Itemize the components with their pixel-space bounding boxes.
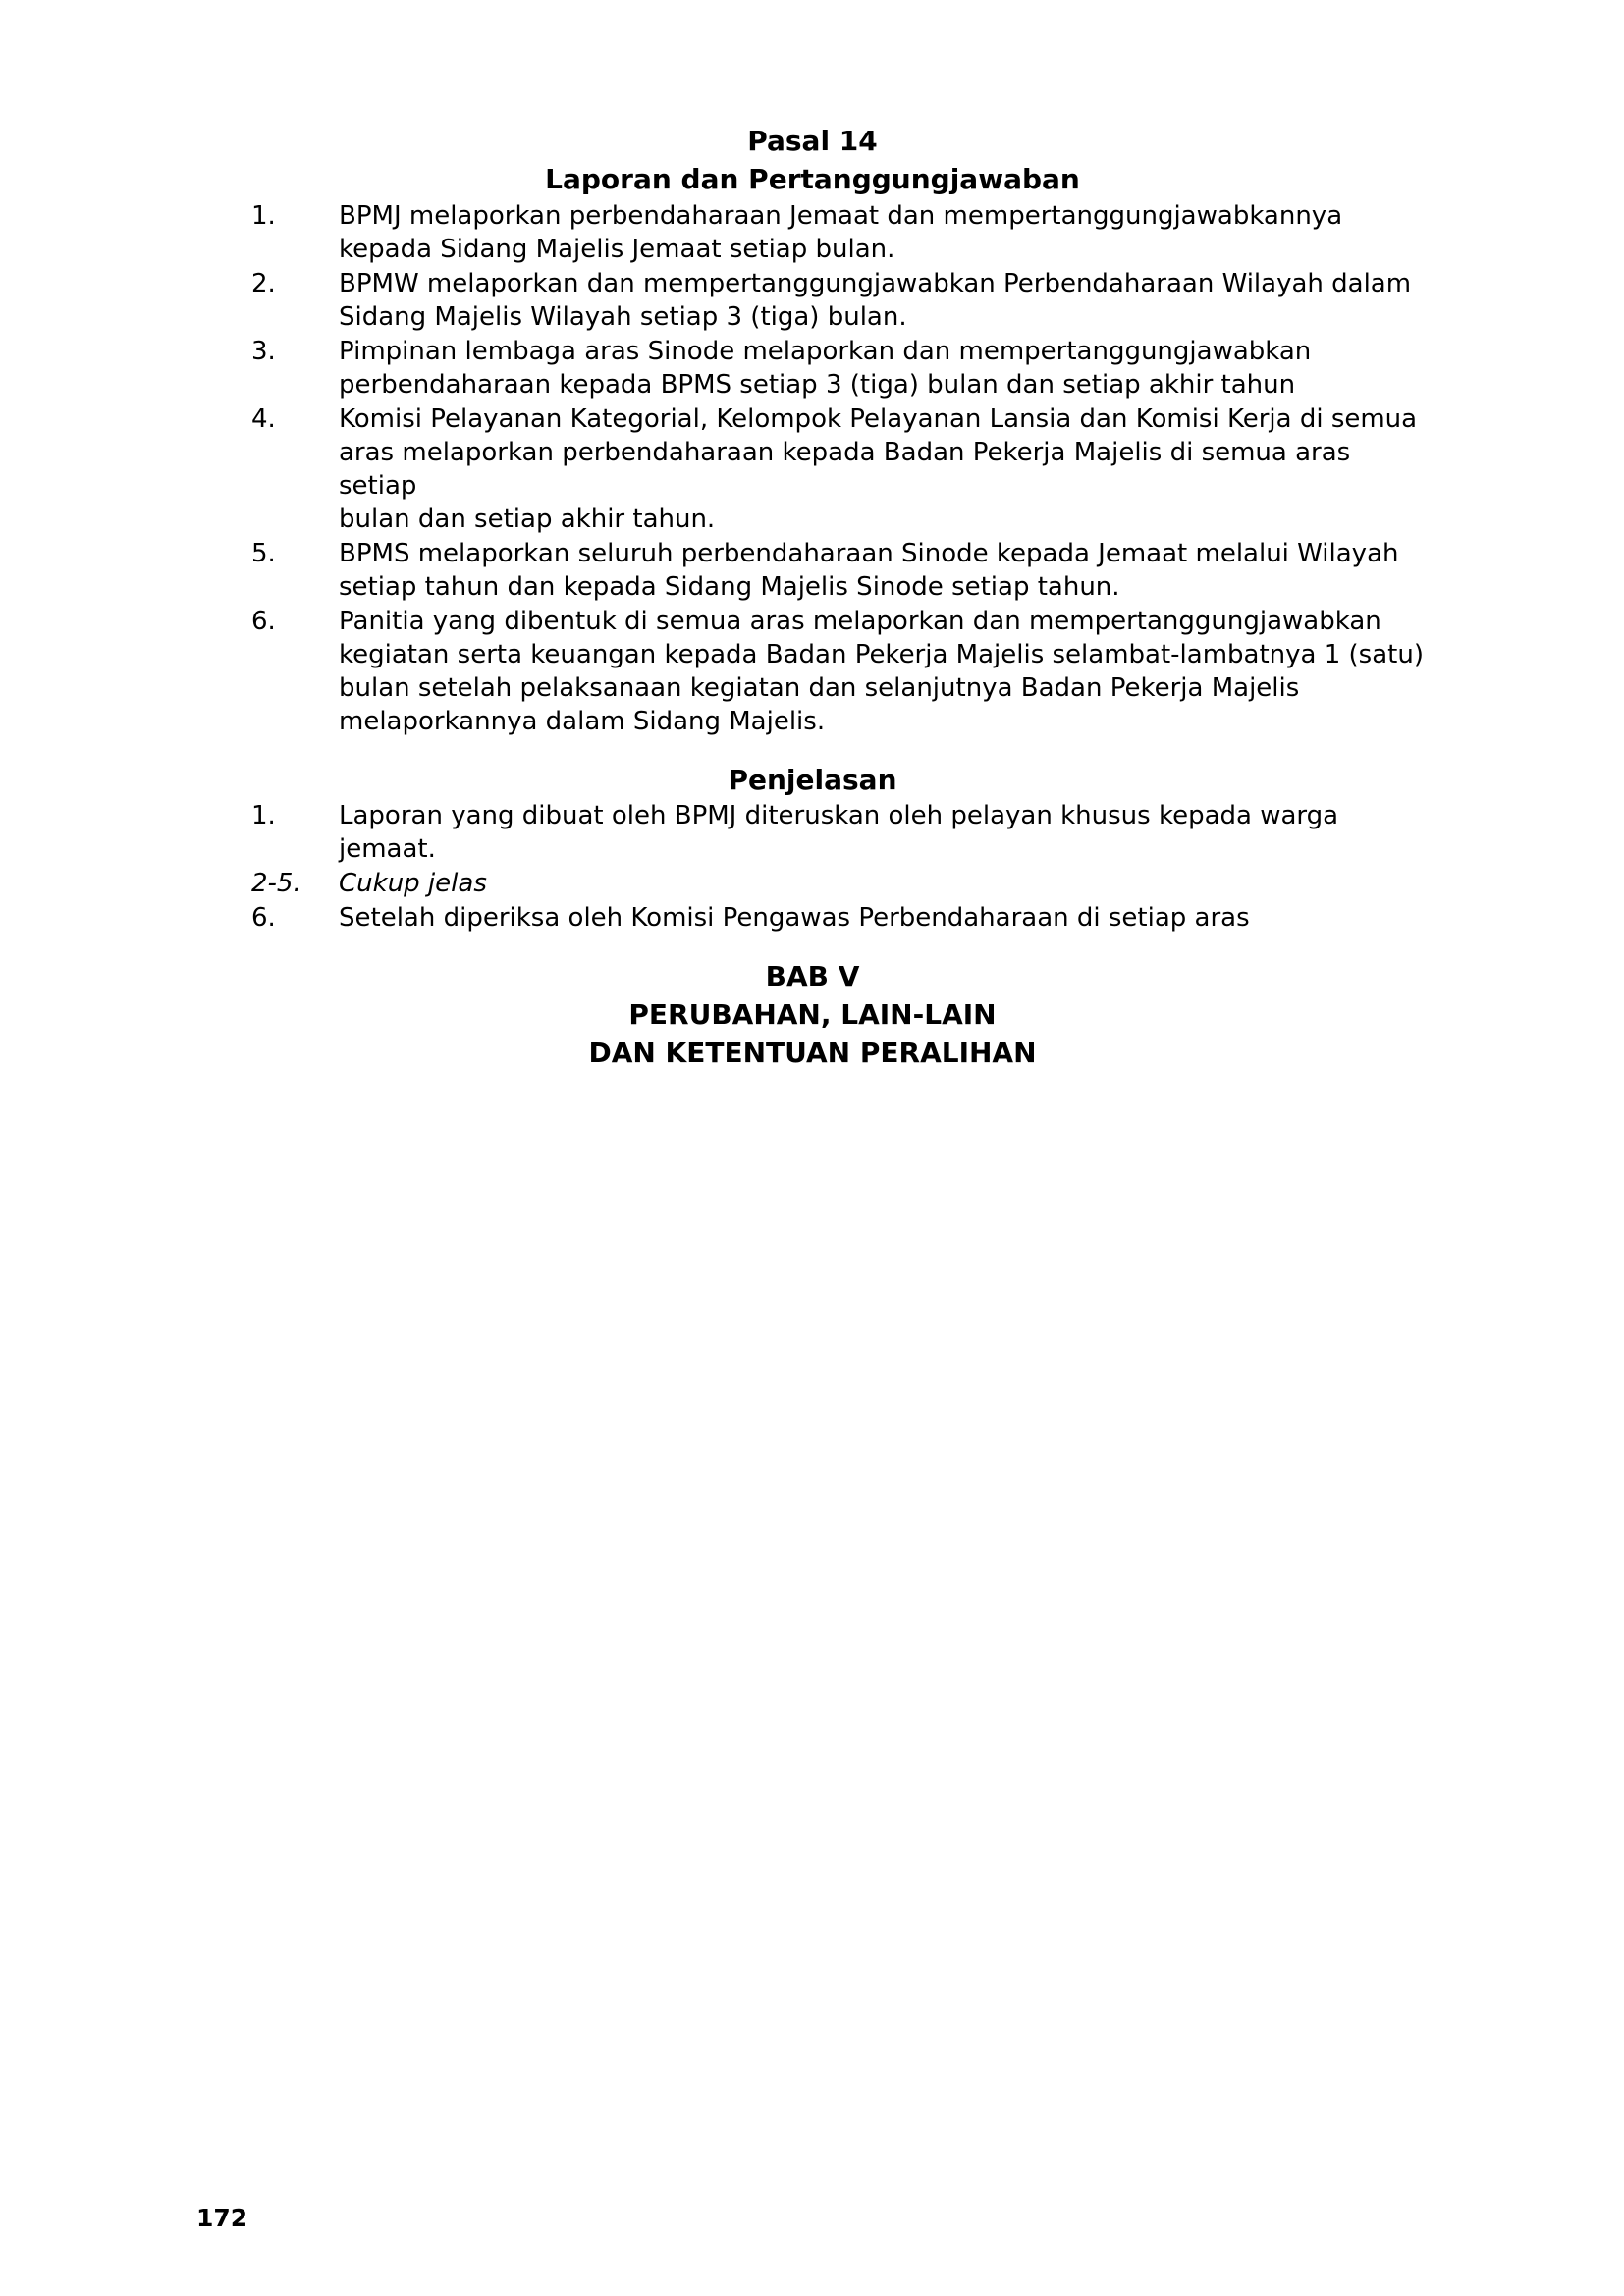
penjelasan-list	[251, 799, 1430, 934]
item-line: setiap tahun dan kepada Sidang Majelis Sinode setiap tahun.	[339, 572, 1120, 602]
item-line: Komisi Pelayanan Kategorial, Kelompok Pelayanan Lansia dan Komisi Kerja di semua	[339, 404, 1418, 434]
item-number: 2-5.	[251, 869, 301, 898]
item-line: BPMJ melaporkan perbendaharaan Jemaat dan mempertanggungjawabkannya	[339, 201, 1343, 231]
pasal-list	[251, 199, 1430, 738]
item-number: 3.	[251, 337, 276, 366]
item-text	[339, 267, 1430, 334]
bab-title-line: PERUBAHAN, LAIN-LAIN	[628, 998, 997, 1031]
item-text	[339, 402, 1430, 536]
bab-heading	[251, 957, 1430, 1072]
item-line: Laporan yang dibuat oleh BPMJ diteruskan oleh pelayan khusus kepada warga	[339, 801, 1339, 830]
item-text	[339, 901, 1430, 934]
penjelasan-title: Penjelasan	[728, 764, 897, 796]
item-text	[339, 537, 1430, 604]
item-number: 4.	[251, 404, 276, 434]
item-line: Panitia yang dibentuk di semua aras melaporkan dan mempertanggungjawabkan	[339, 607, 1381, 636]
list-item	[251, 799, 1430, 866]
list-item	[251, 605, 1430, 738]
item-text	[339, 605, 1430, 738]
pasal-heading	[251, 122, 1430, 198]
pasal-title: Laporan dan Pertanggungjawaban	[545, 163, 1080, 195]
list-item	[251, 335, 1430, 401]
item-line: Setelah diperiksa oleh Komisi Pengawas Perbendaharaan di setiap aras	[339, 903, 1250, 933]
item-text	[339, 199, 1430, 266]
list-item	[251, 267, 1430, 334]
item-number: 6.	[251, 607, 276, 636]
item-text	[339, 335, 1430, 401]
item-line: jemaat.	[339, 834, 436, 864]
item-line: Pimpinan lembaga aras Sinode melaporkan dan mempertanggungjawabkan	[339, 337, 1312, 366]
document-body	[251, 122, 1430, 1072]
item-text	[339, 867, 1430, 900]
item-line: perbendaharaan kepada BPMS setiap 3 (tiga) bulan dan setiap akhir tahun	[339, 370, 1296, 400]
item-number: 6.	[251, 903, 276, 933]
item-number: 1.	[251, 201, 276, 231]
item-number: 2.	[251, 269, 276, 298]
item-line: bulan dan setiap akhir tahun.	[339, 505, 716, 534]
bab-number: BAB V	[765, 960, 860, 992]
item-line: kepada Sidang Majelis Jemaat setiap bulan.	[339, 235, 895, 264]
item-number: 1.	[251, 801, 276, 830]
item-line: aras melaporkan perbendaharaan kepada Badan Pekerja Majelis di semua aras setiap	[339, 438, 1351, 501]
item-line: kegiatan serta keuangan kepada Badan Pekerja Majelis selambat-lambatnya 1 (satu)	[339, 640, 1424, 669]
item-line: BPMS melaporkan seluruh perbendaharaan Sinode kepada Jemaat melalui Wilayah	[339, 539, 1399, 568]
list-item	[251, 199, 1430, 266]
list-item	[251, 901, 1430, 934]
pasal-number: Pasal 14	[747, 125, 878, 157]
item-number: 5.	[251, 539, 276, 568]
bab-title-line: DAN KETENTUAN PERALIHAN	[588, 1037, 1037, 1069]
item-line: melaporkannya dalam Sidang Majelis.	[339, 707, 826, 736]
list-item	[251, 537, 1430, 604]
section-spacer	[251, 935, 1430, 957]
item-line: bulan setelah pelaksanaan kegiatan dan selanjutnya Badan Pekerja Majelis	[339, 673, 1300, 703]
item-line: Sidang Majelis Wilayah setiap 3 (tiga) bulan.	[339, 302, 907, 332]
page-number: 172	[196, 2204, 248, 2232]
item-line: BPMW melaporkan dan mempertanggungjawabkan Perbendaharaan Wilayah dalam	[339, 269, 1412, 298]
item-line: Cukup jelas	[339, 869, 487, 898]
item-text	[339, 799, 1430, 866]
list-item	[251, 402, 1430, 536]
section-spacer	[251, 739, 1430, 761]
list-item	[251, 867, 1430, 900]
